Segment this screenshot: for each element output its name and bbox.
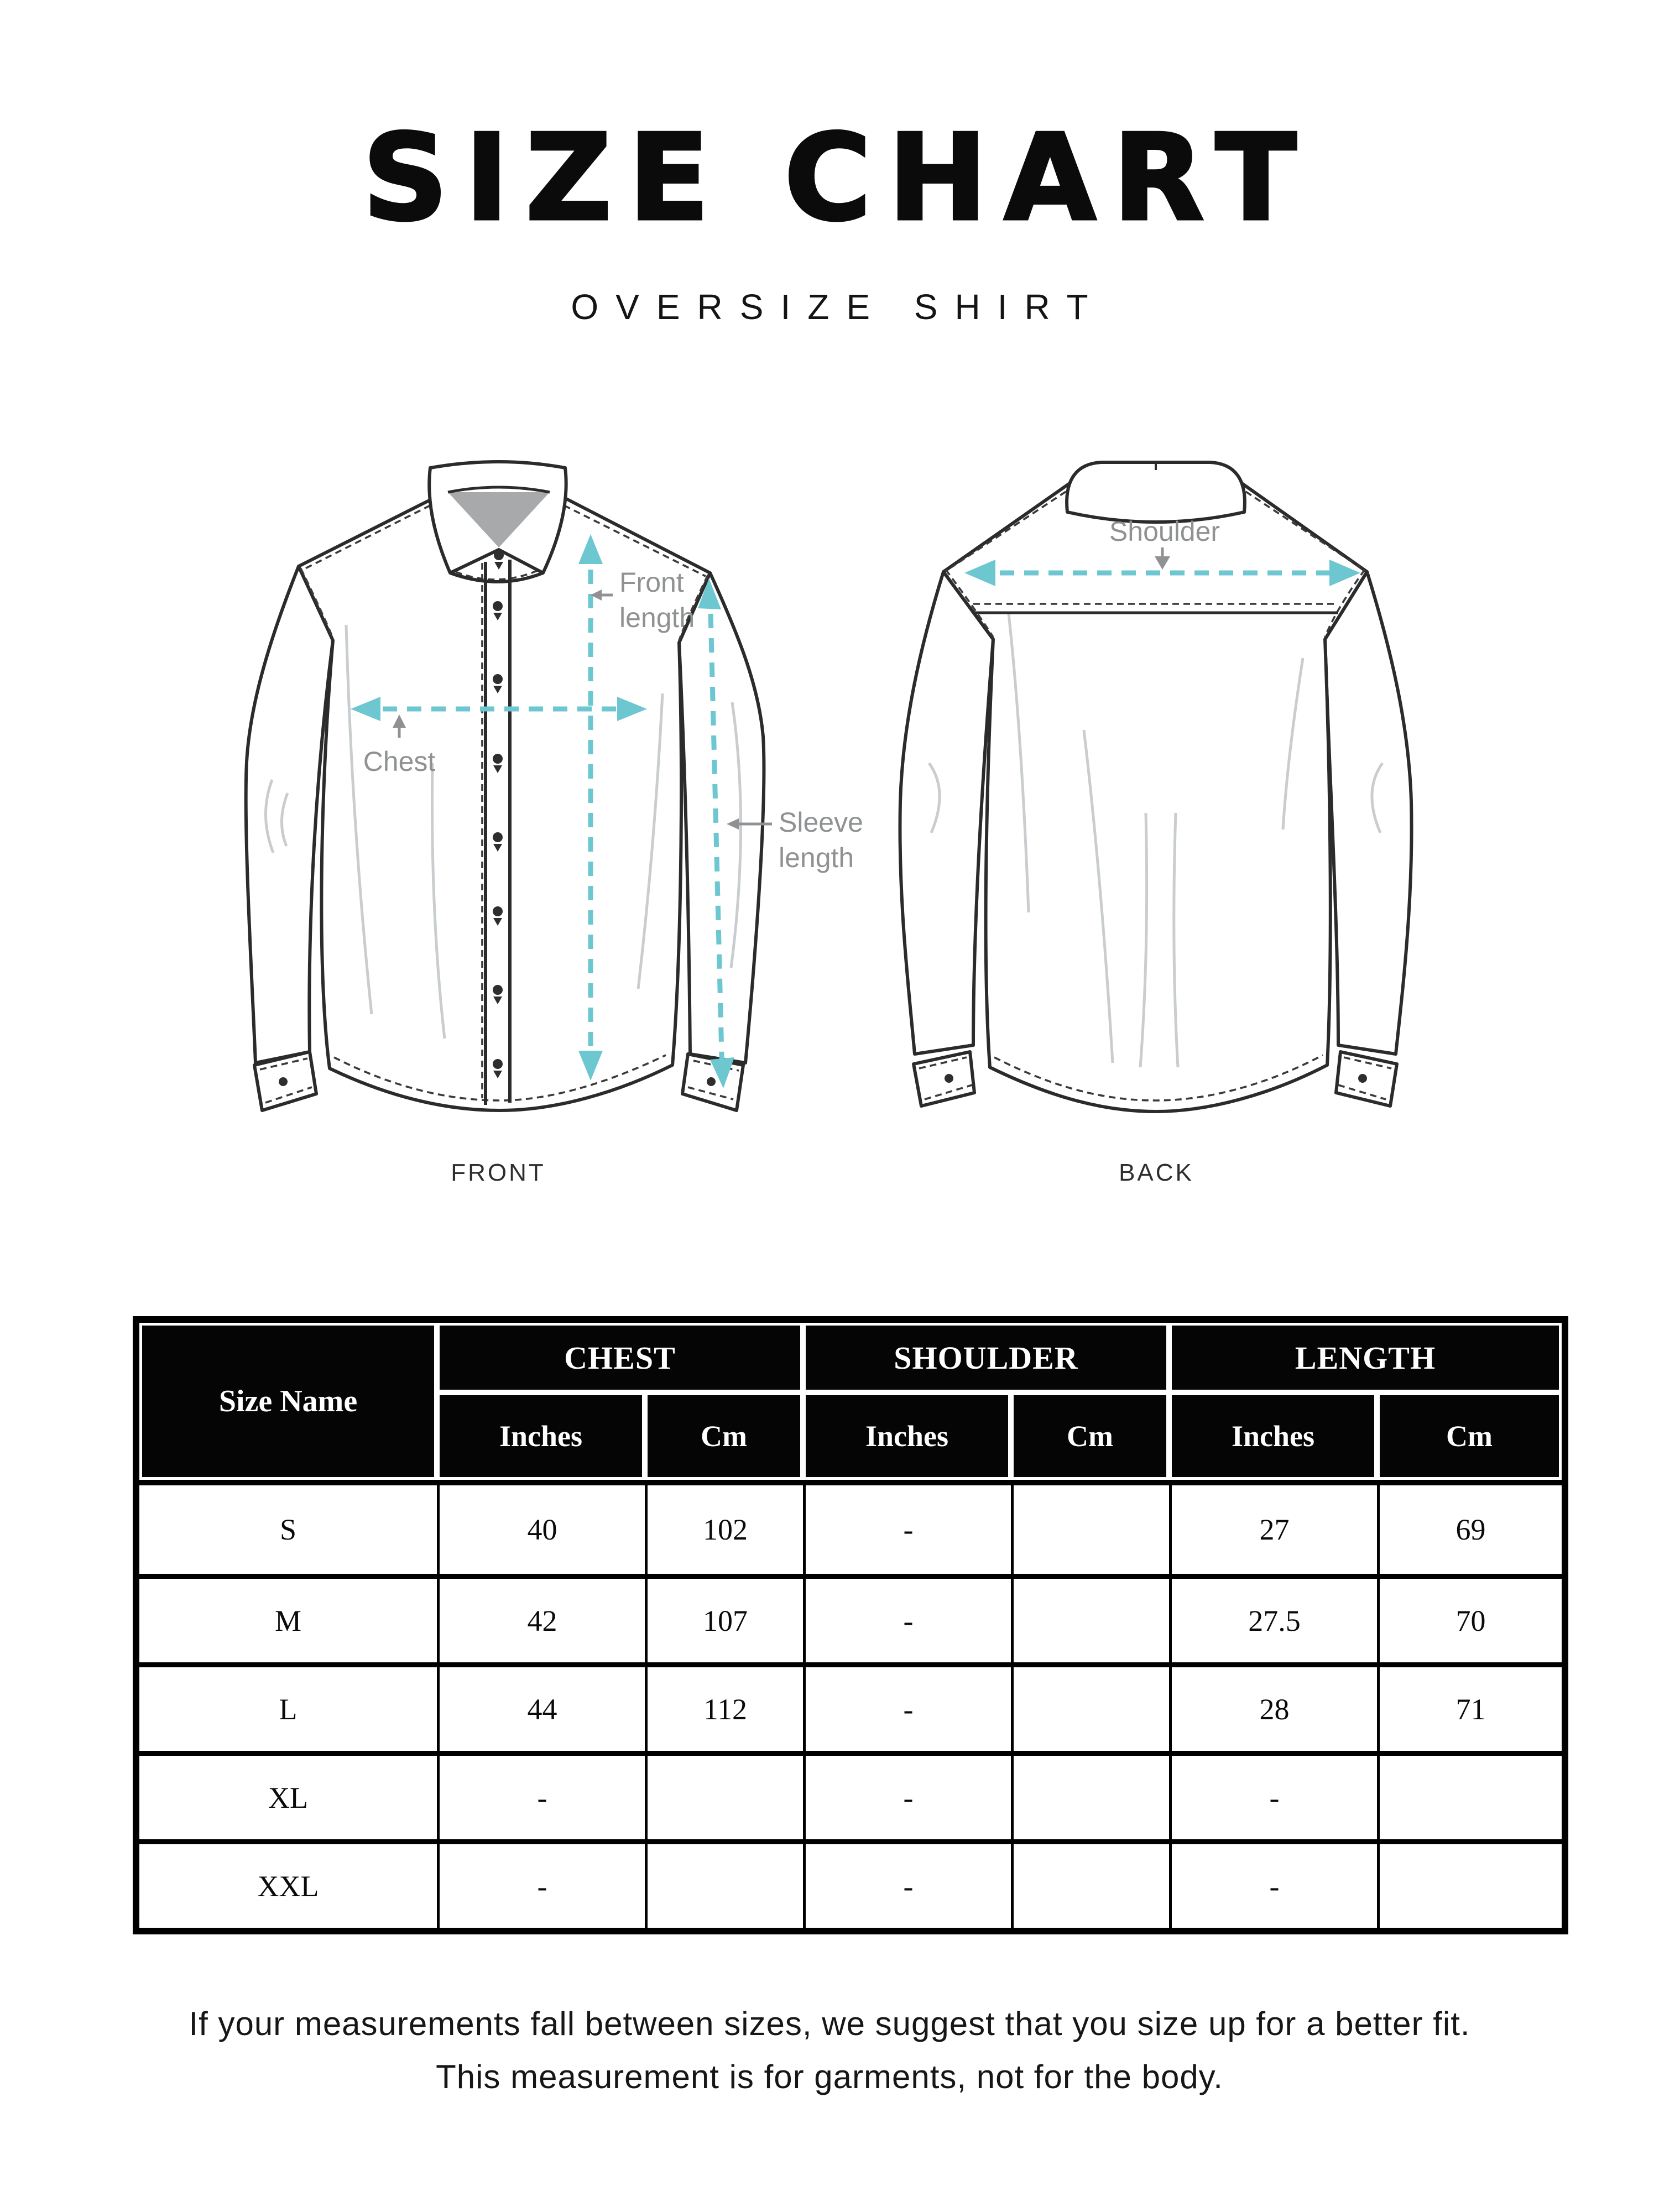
row-s-chest-in: 40 [437, 1485, 645, 1574]
header-chest-cm: Cm [648, 1395, 800, 1477]
row-s-length-in: 27 [1169, 1485, 1377, 1574]
page-subtitle: OVERSIZE SHIRT [571, 287, 1105, 327]
sleeve-length-label-line1: Sleeve [779, 807, 863, 838]
front-shirt-diagram [210, 448, 874, 1145]
back-shirt-diagram [885, 448, 1471, 1145]
row-m-chest-cm: 107 [645, 1574, 803, 1662]
back-figure-label: BACK [1119, 1159, 1194, 1186]
row-xl-chest-cm [645, 1751, 803, 1839]
size-chart-table [133, 1316, 1568, 1934]
row-m-shoulder-in: - [803, 1574, 1011, 1662]
header-chest: CHEST [440, 1326, 800, 1390]
row-xxl-chest-cm [645, 1839, 803, 1928]
row-l-length-in: 28 [1169, 1662, 1377, 1751]
row-xxl-shoulder-cm [1011, 1839, 1169, 1928]
row-xl-length-cm [1377, 1751, 1562, 1839]
row-m-chest-in: 42 [437, 1574, 645, 1662]
page-title: SIZE CHART [362, 108, 1313, 247]
row-s-shoulder-in: - [803, 1485, 1011, 1574]
row-m-shoulder-cm [1011, 1574, 1169, 1662]
row-l-shoulder-in: - [803, 1662, 1011, 1751]
header-shoulder-inches: Inches [806, 1395, 1008, 1477]
back-shirt-body [943, 481, 1367, 1112]
row-xl-shoulder-cm [1011, 1751, 1169, 1839]
row-l-length-cm: 71 [1377, 1662, 1562, 1751]
table-body [139, 1480, 1562, 1928]
header-shoulder: SHOULDER [806, 1326, 1166, 1390]
header-length-cm: Cm [1380, 1395, 1559, 1477]
header-length: LENGTH [1172, 1326, 1559, 1390]
table-header [139, 1323, 1562, 1480]
header-length-inches: Inches [1172, 1395, 1374, 1477]
header-size-name: Size Name [142, 1326, 434, 1477]
header-shoulder-cm: Cm [1014, 1395, 1166, 1477]
shoulder-label: Shoulder [1109, 516, 1220, 547]
row-m-size: M [139, 1574, 437, 1662]
fit-note-line1: If your measurements fall between sizes, we suggest that you size up for a better fit. [189, 2005, 1470, 2042]
front-length-label-line2: length [619, 602, 695, 633]
row-s-size: S [139, 1485, 437, 1574]
front-figure-label: FRONT [451, 1159, 546, 1186]
row-s-shoulder-cm [1011, 1485, 1169, 1574]
row-xxl-chest-in: - [437, 1839, 645, 1928]
row-xl-shoulder-in: - [803, 1751, 1011, 1839]
row-xxl-size: XXL [139, 1839, 437, 1928]
row-xl-length-in: - [1169, 1751, 1377, 1839]
row-s-chest-cm: 102 [645, 1485, 803, 1574]
row-xxl-length-in: - [1169, 1839, 1377, 1928]
back-collar [1067, 462, 1245, 522]
row-xl-chest-in: - [437, 1751, 645, 1839]
row-m-length-cm: 70 [1377, 1574, 1562, 1662]
front-length-label-line1: Front [619, 567, 684, 598]
row-xxl-shoulder-in: - [803, 1839, 1011, 1928]
row-xl-size: XL [139, 1751, 437, 1839]
row-l-shoulder-cm [1011, 1662, 1169, 1751]
row-xxl-length-cm [1377, 1839, 1562, 1928]
fit-note [0, 1997, 1659, 2104]
row-l-chest-in: 44 [437, 1662, 645, 1751]
chest-label: Chest [363, 746, 436, 777]
sleeve-length-label-line2: length [779, 842, 854, 873]
row-l-size: L [139, 1662, 437, 1751]
fit-note-line2: This measurement is for garments, not for the body. [436, 2058, 1223, 2095]
row-m-length-in: 27.5 [1169, 1574, 1377, 1662]
header-chest-inches: Inches [440, 1395, 642, 1477]
row-l-chest-cm: 112 [645, 1662, 803, 1751]
row-s-length-cm: 69 [1377, 1485, 1562, 1574]
